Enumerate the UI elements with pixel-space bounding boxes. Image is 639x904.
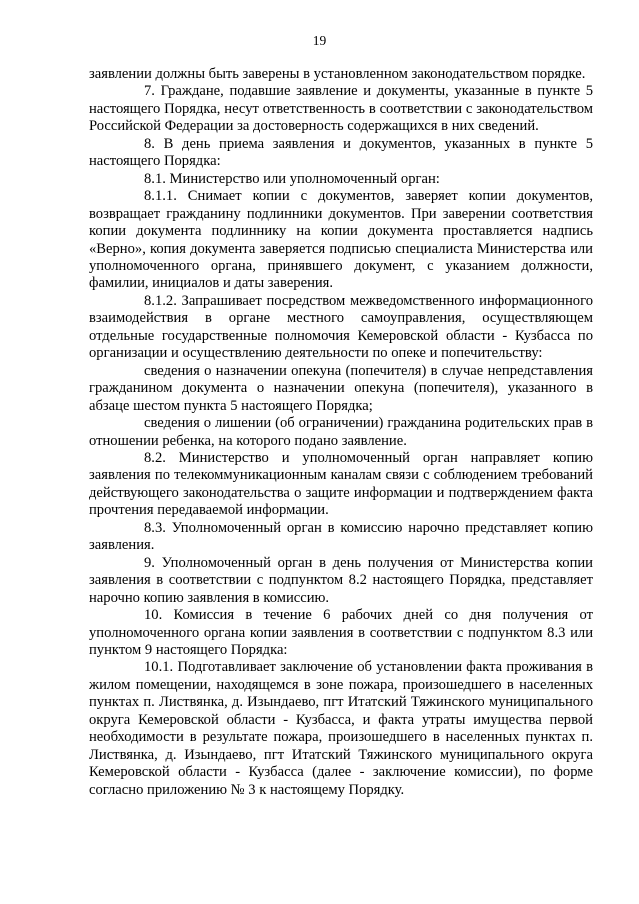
paragraph-7: 7. Граждане, подавшие заявление и документы, указанные в пункте 5 настоящего Порядка, несут ответственность в соответствии с законодательством Российской Федерации за достоверность содержащихся в них сведений. bbox=[89, 83, 593, 135]
page-number: 19 bbox=[312, 33, 327, 48]
paragraph-9: 9. Уполномоченный орган в день получения от Министерства копии заявления в соответствии с подпунктом 8.2 настоящего Порядка, представляет нарочно копию заявления в комиссию. bbox=[89, 554, 593, 606]
paragraph-8-1-1: 8.1.1. Снимает копии с документов, заверяет копии документов, возвращает гражданину подлинники документов. При заверении соответствия копии документа подлиннику на копии документа проставляется надпись «Верно», копия документа заверяется подписью специалиста Министерства или уполномоченного органа, принявшего документ, с указанием должности, фамилии, инициалов и даты заверения. bbox=[89, 188, 593, 292]
paragraph-8-2: 8.2. Министерство и уполномоченный орган направляет копию заявления по телекоммуникационным каналам связи с соблюдением требований действующего законодательства о защите информации и подтверждением факта прочтения передаваемой информации. bbox=[89, 449, 593, 519]
paragraph-8-1-2: 8.1.2. Запрашивает посредством межведомственного информационного взаимодействия в органе местного самоуправления, осуществляющем отдельные государственные полномочия Кемеровской области - Кузбасса по организации и осуществлению деятельности по опеке и попечительству: bbox=[89, 292, 593, 362]
paragraph-10: 10. Комиссия в течение 6 рабочих дней со дня получения от уполномоченного органа копии заявления в соответствии с подпунктом 8.3 или пунктом 9 настоящего Порядка: bbox=[89, 607, 593, 658]
paragraph-guardian-info: сведения о назначении опекуна (попечителя) в случае непредставления гражданином документа о назначении опекуна (попечителя), указанного в абзаце шестом пункта 5 настоящего Порядка; bbox=[89, 362, 593, 414]
paragraph-continuation: заявлении должны быть заверены в установленном законодательством порядке. bbox=[89, 66, 586, 82]
paragraph-parental-rights-info: сведения о лишении (об ограничении) гражданина родительских прав в отношении ребенка, на которого подано заявление. bbox=[89, 415, 593, 449]
paragraph-10-1: 10.1. Подготавливает заключение об установлении факта проживания в жилом помещении, находящемся в зоне пожара, произошедшего в населенных пунктах п. Листвянка, д. Изындаево, пгт Итатский Тяжинского муниципального округа Кемеровской области - Кузбасса, и факта утраты имущества первой необходимости в результате пожара, произошедшего в населенных пунктах п. Листвянка, д. Изындаево, пгт Итатский Тяжинского муниципального округа Кемеровской области - Кузбасса (далее - заключение комиссии), по форме согласно приложению № 3 к настоящему Порядку. bbox=[89, 659, 593, 798]
paragraph-8-1: 8.1. Министерство или уполномоченный орган: bbox=[144, 170, 440, 187]
document-body bbox=[89, 66, 593, 799]
paragraph-8: 8. В день приема заявления и документов, указанных в пункте 5 настоящего Порядка: bbox=[89, 135, 593, 170]
paragraph-8-3: 8.3. Уполномоченный орган в комиссию нарочно представляет копию заявления. bbox=[89, 519, 593, 554]
